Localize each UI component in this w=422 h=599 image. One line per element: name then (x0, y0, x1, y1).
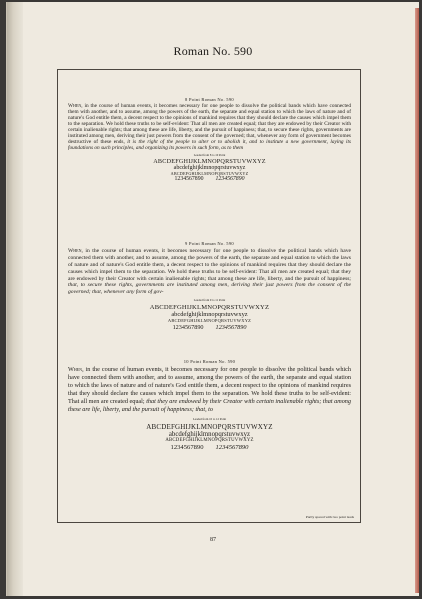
specimen-section-9pt (68, 241, 351, 331)
uppercase-alphabet: ABCDEFGHIJKLMNOPQRSTUVWXYZ (149, 303, 270, 311)
paragraph-text: , in the course of human events, it becomes necessary for one people to dissolve the political bands which have connected them with another, and to assume, among the powers of the earth, the separate and equal station to which the laws of nature and of nature's God entitle them, a decent respect to the opinions of mankind requires that they should declare the causes which impel them to the separation. We hold these truths to be self-evident: That all men are created equal; that they are endowed by their Creator with certain inalienable rights; that among these are life, liberty, and the pursuit of happiness; (68, 247, 351, 282)
italic-figures: 1234567890 (215, 444, 249, 452)
lowercase-alphabet: abcdefghijklmnopqrstuvwxyz (168, 430, 251, 438)
paragraph-italic: it is the right of the people to alter or to abolish it, and to institute a new government, laying its foundations on such principles, and organizing its powers in such form, as to them (68, 139, 351, 152)
footnote: Partly spaced with two point leads (305, 515, 354, 519)
section-title: 9 Point Roman No. 590 (185, 241, 234, 246)
figures-row (68, 176, 351, 183)
figures-row (68, 324, 351, 331)
paragraph-italic: that, to secure these rights, governments are instituted among men, deriving their just powers from the consent of the governed; that, whenever any form of gov- (68, 282, 351, 296)
page-gutter (7, 2, 23, 596)
specimen-frame (57, 69, 361, 523)
specimen-section-10pt (68, 358, 351, 452)
roman-figures: 1234567890 (174, 176, 204, 183)
section-title: 10 Point Roman No. 590 (183, 359, 236, 364)
paragraph-italic: that they are endowed by their Creator with certain inalienable rights; that among these are life, liberty, and the pursuit of happiness; that, to (68, 398, 351, 413)
page-number: 87 (210, 537, 216, 543)
lowercase-alphabet: abcdefghijklmnopqrstuvwxyz (173, 164, 246, 171)
italic-figures: 1234567890 (215, 323, 247, 331)
uppercase-alphabet: ABCDEFGHIJKLMNOPQRSTUVWXYZ (146, 422, 273, 431)
section-title: 8 Point Roman No. 590 (185, 97, 234, 102)
roman-figures: 1234567890 (170, 444, 204, 452)
paragraph-lead: When (68, 366, 83, 373)
page-edge (415, 8, 419, 593)
small-caps-alphabet: ABCDEFGHIJKLMNOPQRSTUVWXYZ (167, 318, 252, 324)
italic-figures: 1234567890 (215, 176, 245, 183)
paragraph-lead: When (68, 247, 82, 254)
small-caps-alphabet: ABCDEFGHIJKLMNOPQRSTUVWXYZ (165, 438, 254, 444)
figures-row (68, 444, 351, 452)
uppercase-alphabet: ABCDEFGHIJKLMNOPQRSTUVWXYZ (153, 157, 266, 165)
leading-note: Leaded from 9 to 11 Point (193, 297, 226, 302)
roman-figures: 1234567890 (172, 323, 204, 331)
specimen-paragraph (68, 248, 351, 296)
book-page (6, 2, 419, 596)
lowercase-alphabet: abcdefghijklmnopqrstuvwxyz (171, 311, 248, 319)
leading-note: Leaded from 8 to 10 Point (193, 152, 226, 157)
leading-note: Leaded from 10 to 12 Point (192, 416, 227, 421)
small-caps-alphabet: ABCDEFGHIJKLMNOPQRSTUVWXYZ (170, 171, 249, 177)
specimen-paragraph (68, 103, 351, 151)
paragraph-text: , in the course of human events, it becomes necessary for one people to dissolve the political bands which have connected them with another, and to assume, among the powers of the earth, the separate and equal station to which the laws of nature and of nature's God entitle them, a decent respect to the opinions of mankind requires that they should declare the causes which impel them to the separation. We hold these truths to be self-evident: That all men are created equal; that they are endowed by their Creator with certain inalienable rights; that among these are life, liberty, and the pursuit of happiness; that, to secure these rights, governments are instituted among men, deriving their just powers from the consent of the governed; that, whenever any form of government becomes destructive of these ends, (68, 103, 351, 146)
paragraph-text: , in the course of human events, it becomes necessary for one people to dissolve the political bands which have connected them with another, and to assume, among the powers of the earth, the separate and equal station to which the laws of nature and of nature's God entitle them, a decent respect to the opinions of mankind requires that they should declare the causes which impel them to the separation. We hold these truths to be self-evident: That all men are created equal; (68, 366, 351, 405)
specimen-paragraph (68, 366, 351, 414)
paragraph-lead: When (68, 103, 82, 110)
page-title: Roman No. 590 (173, 44, 253, 58)
specimen-section-8pt (68, 97, 351, 183)
